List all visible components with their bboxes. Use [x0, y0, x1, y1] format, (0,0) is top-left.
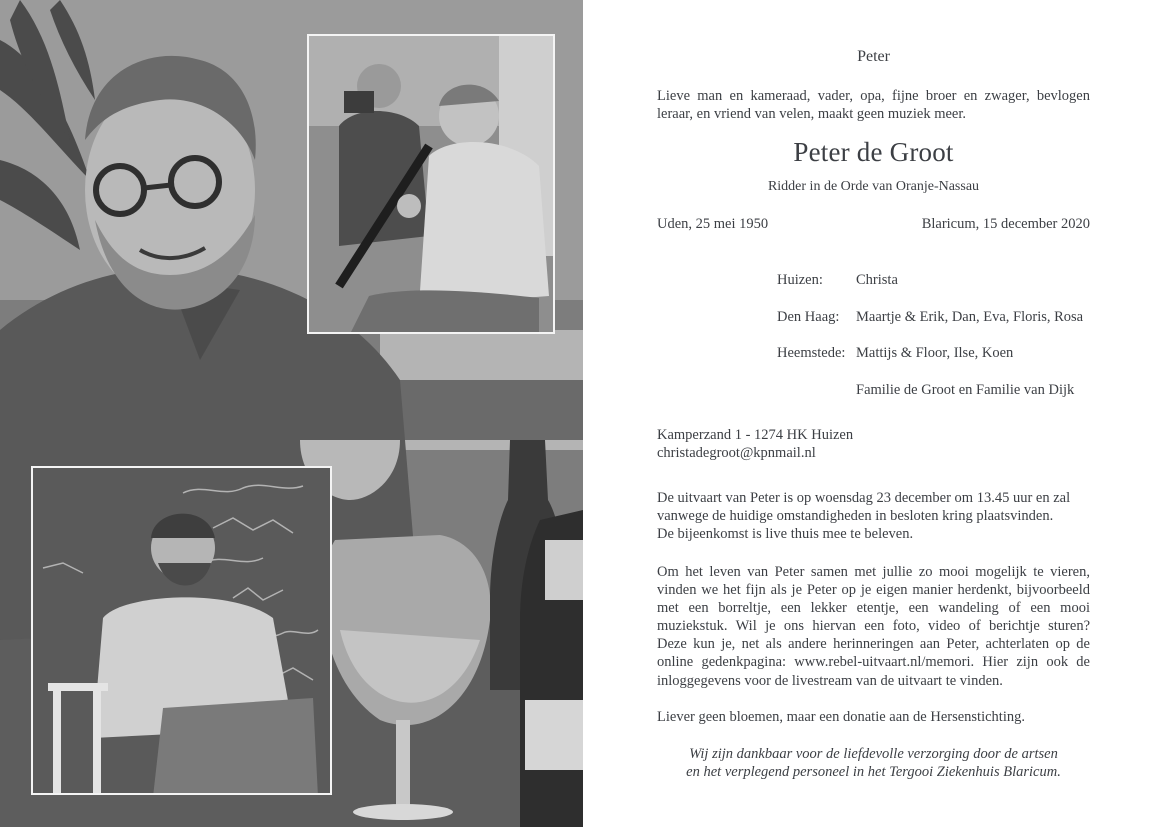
donation-text: Liever geen bloemen, maar een donatie aan de Hersenstichting.	[657, 709, 1025, 725]
memory-line: Deze kun je, net als andere herinneringen aan Peter, achterlaten op de	[657, 636, 1090, 652]
life-dates	[657, 215, 1090, 233]
birth-date: Uden, 25 mei 1950	[657, 216, 769, 232]
family-place: Huizen:	[777, 272, 823, 288]
call-name: Peter	[857, 48, 890, 65]
teacher-photo	[31, 466, 332, 795]
address: Kamperzand 1 - 1274 HK Huizen	[657, 427, 854, 443]
memory-line: met een borreltje, een lekker etentje, een wandeling of een mooi	[657, 600, 1090, 616]
family-place: Heemstede:	[777, 345, 846, 361]
family-names: Christa	[856, 272, 898, 288]
thanks-line: Wij zijn dankbaar voor de liefdevolle verzorging door de artsen	[689, 746, 1058, 762]
memory-line: vinden we het fijn als je Peter op je eigen manier herdenkt, bijvoorbeeld	[657, 582, 1090, 598]
family-names: Familie de Groot en Familie van Dijk	[856, 382, 1075, 398]
mourning-card-text	[657, 0, 1090, 827]
thanks-line: en het verplegend personeel in het Tergooi Ziekenhuis Blaricum.	[686, 764, 1061, 780]
email: christadegroot@kpnmail.nl	[657, 445, 816, 461]
funeral-line: De uitvaart van Peter is op woensdag 23 december om 13.45 uur en zal	[657, 490, 1071, 506]
memory-line: Om het leven van Peter samen met jullie zo mooi mogelijk te vieren,	[657, 564, 1090, 580]
full-name-heading: Peter de Groot	[793, 137, 954, 167]
memory-line: inloggegevens voor de livestream van de uitvaart te vinden.	[657, 673, 1003, 689]
memory-line: online gedenkpagina: www.rebel-uitvaart.nl/memori. Hier zijn ook de	[657, 654, 1090, 670]
intro-text: Lieve man en kameraad, vader, opa, fijne broer en zwager, bevlogen leraar, en vriend van velen, maakt geen muziek meer.	[657, 88, 1090, 123]
family-names: Mattijs & Floor, Ilse, Koen	[856, 345, 1014, 361]
clarinet-photo	[307, 34, 555, 334]
funeral-line: vanwege de huidige omstandigheden in besloten kring plaatsvinden.	[657, 508, 1054, 524]
family-place: Den Haag:	[777, 309, 840, 325]
family-names: Maartje & Erik, Dan, Eva, Floris, Rosa	[856, 309, 1084, 325]
death-date: Blaricum, 15 december 2020	[921, 216, 1090, 232]
funeral-line: De bijeenkomst is live thuis mee te beleven.	[657, 526, 914, 542]
honour-text: Ridder in de Orde van Oranje-Nassau	[767, 179, 980, 194]
memory-line: muziekstuk. Wil je ons hiervan een foto, video of berichtje sturen?	[657, 618, 1090, 634]
